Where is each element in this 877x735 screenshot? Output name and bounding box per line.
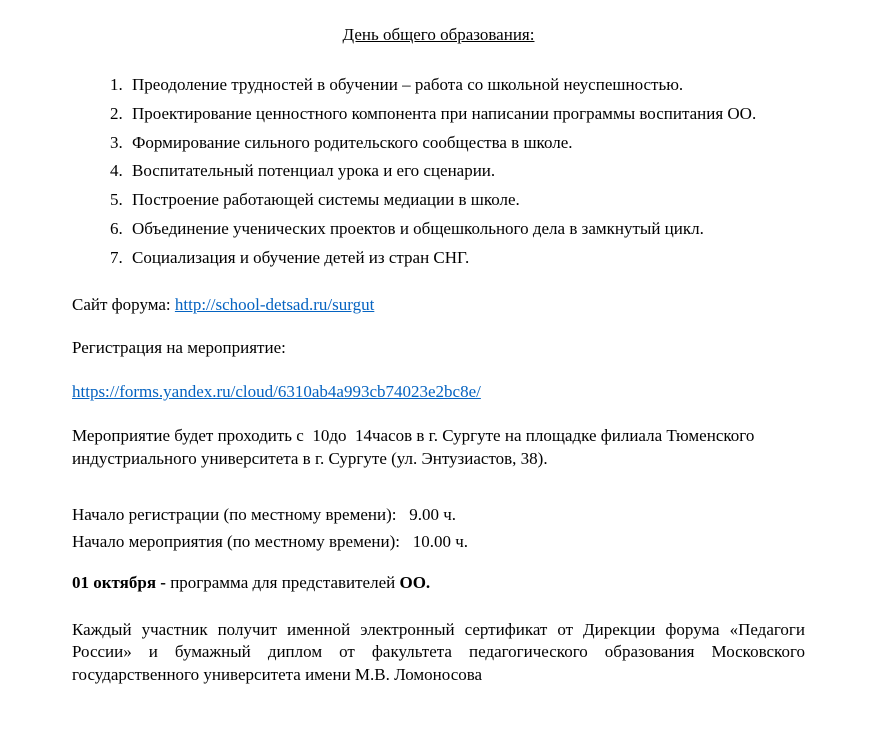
event-time-line: Начало мероприятия (по местному времени): 10.00 ч. — [72, 532, 469, 552]
topic-item-1: 1. Преодоление трудностей в обучении – работа со школьной неуспешностью. — [127, 73, 805, 97]
registration-label: Регистрация на мероприятие: — [72, 338, 286, 358]
date-bold: 01 октября - — [72, 572, 171, 592]
forum-site-link[interactable]: http://school-detsad.ru/surgut — [174, 294, 375, 314]
date-line — [72, 572, 805, 595]
registration-form-link[interactable]: https://forms.yandex.ru/cloud/6310ab4a993cb74023e2bc8e/ — [72, 382, 481, 402]
topic-item-7: 7. Социализация и обучение детей из стран СНГ. — [127, 246, 805, 270]
venue-paragraph: Мероприятие будет проходить с 10до 14часов в г. Сургуте на площадке филиала Тюменского индустриального университета в г. Сургуте (ул. Энтузиастов, 38). — [72, 426, 759, 469]
topic-item-6: 6. Объединение ученических проектов и общешкольного дела в замкнутый цикл. — [127, 217, 805, 241]
topic-item-2: 2. Проектирование ценностного компонента при написании программы воспитания ОО. — [127, 102, 805, 126]
forum-site-line — [72, 294, 805, 317]
topic-item-4: 4. Воспитательный потенциал урока и его сценарии. — [127, 159, 805, 183]
date-audience-bold: ОО. — [399, 572, 431, 592]
registration-time-line: Начало регистрации (по местному времени): 9.00 ч. — [72, 505, 457, 525]
registration-link-line — [72, 381, 805, 404]
topic-item-3: 3. Формирование сильного родительского сообщества в школе. — [127, 131, 805, 155]
forum-site-label: Сайт форума: — [72, 294, 175, 314]
page-title: День общего образования: — [342, 25, 535, 44]
certificate-paragraph: Каждый участник получит именной электронный сертификат от Дирекции форума «Педагоги России» и бумажный диплом от факультета педагогического образования Московского государственного университета имени М.В. Ломоносова — [72, 619, 805, 685]
topic-item-5: 5. Построение работающей системы медиации в школе. — [127, 188, 805, 212]
date-line-text: программа для представителей — [170, 572, 400, 592]
topics-list — [72, 73, 805, 270]
